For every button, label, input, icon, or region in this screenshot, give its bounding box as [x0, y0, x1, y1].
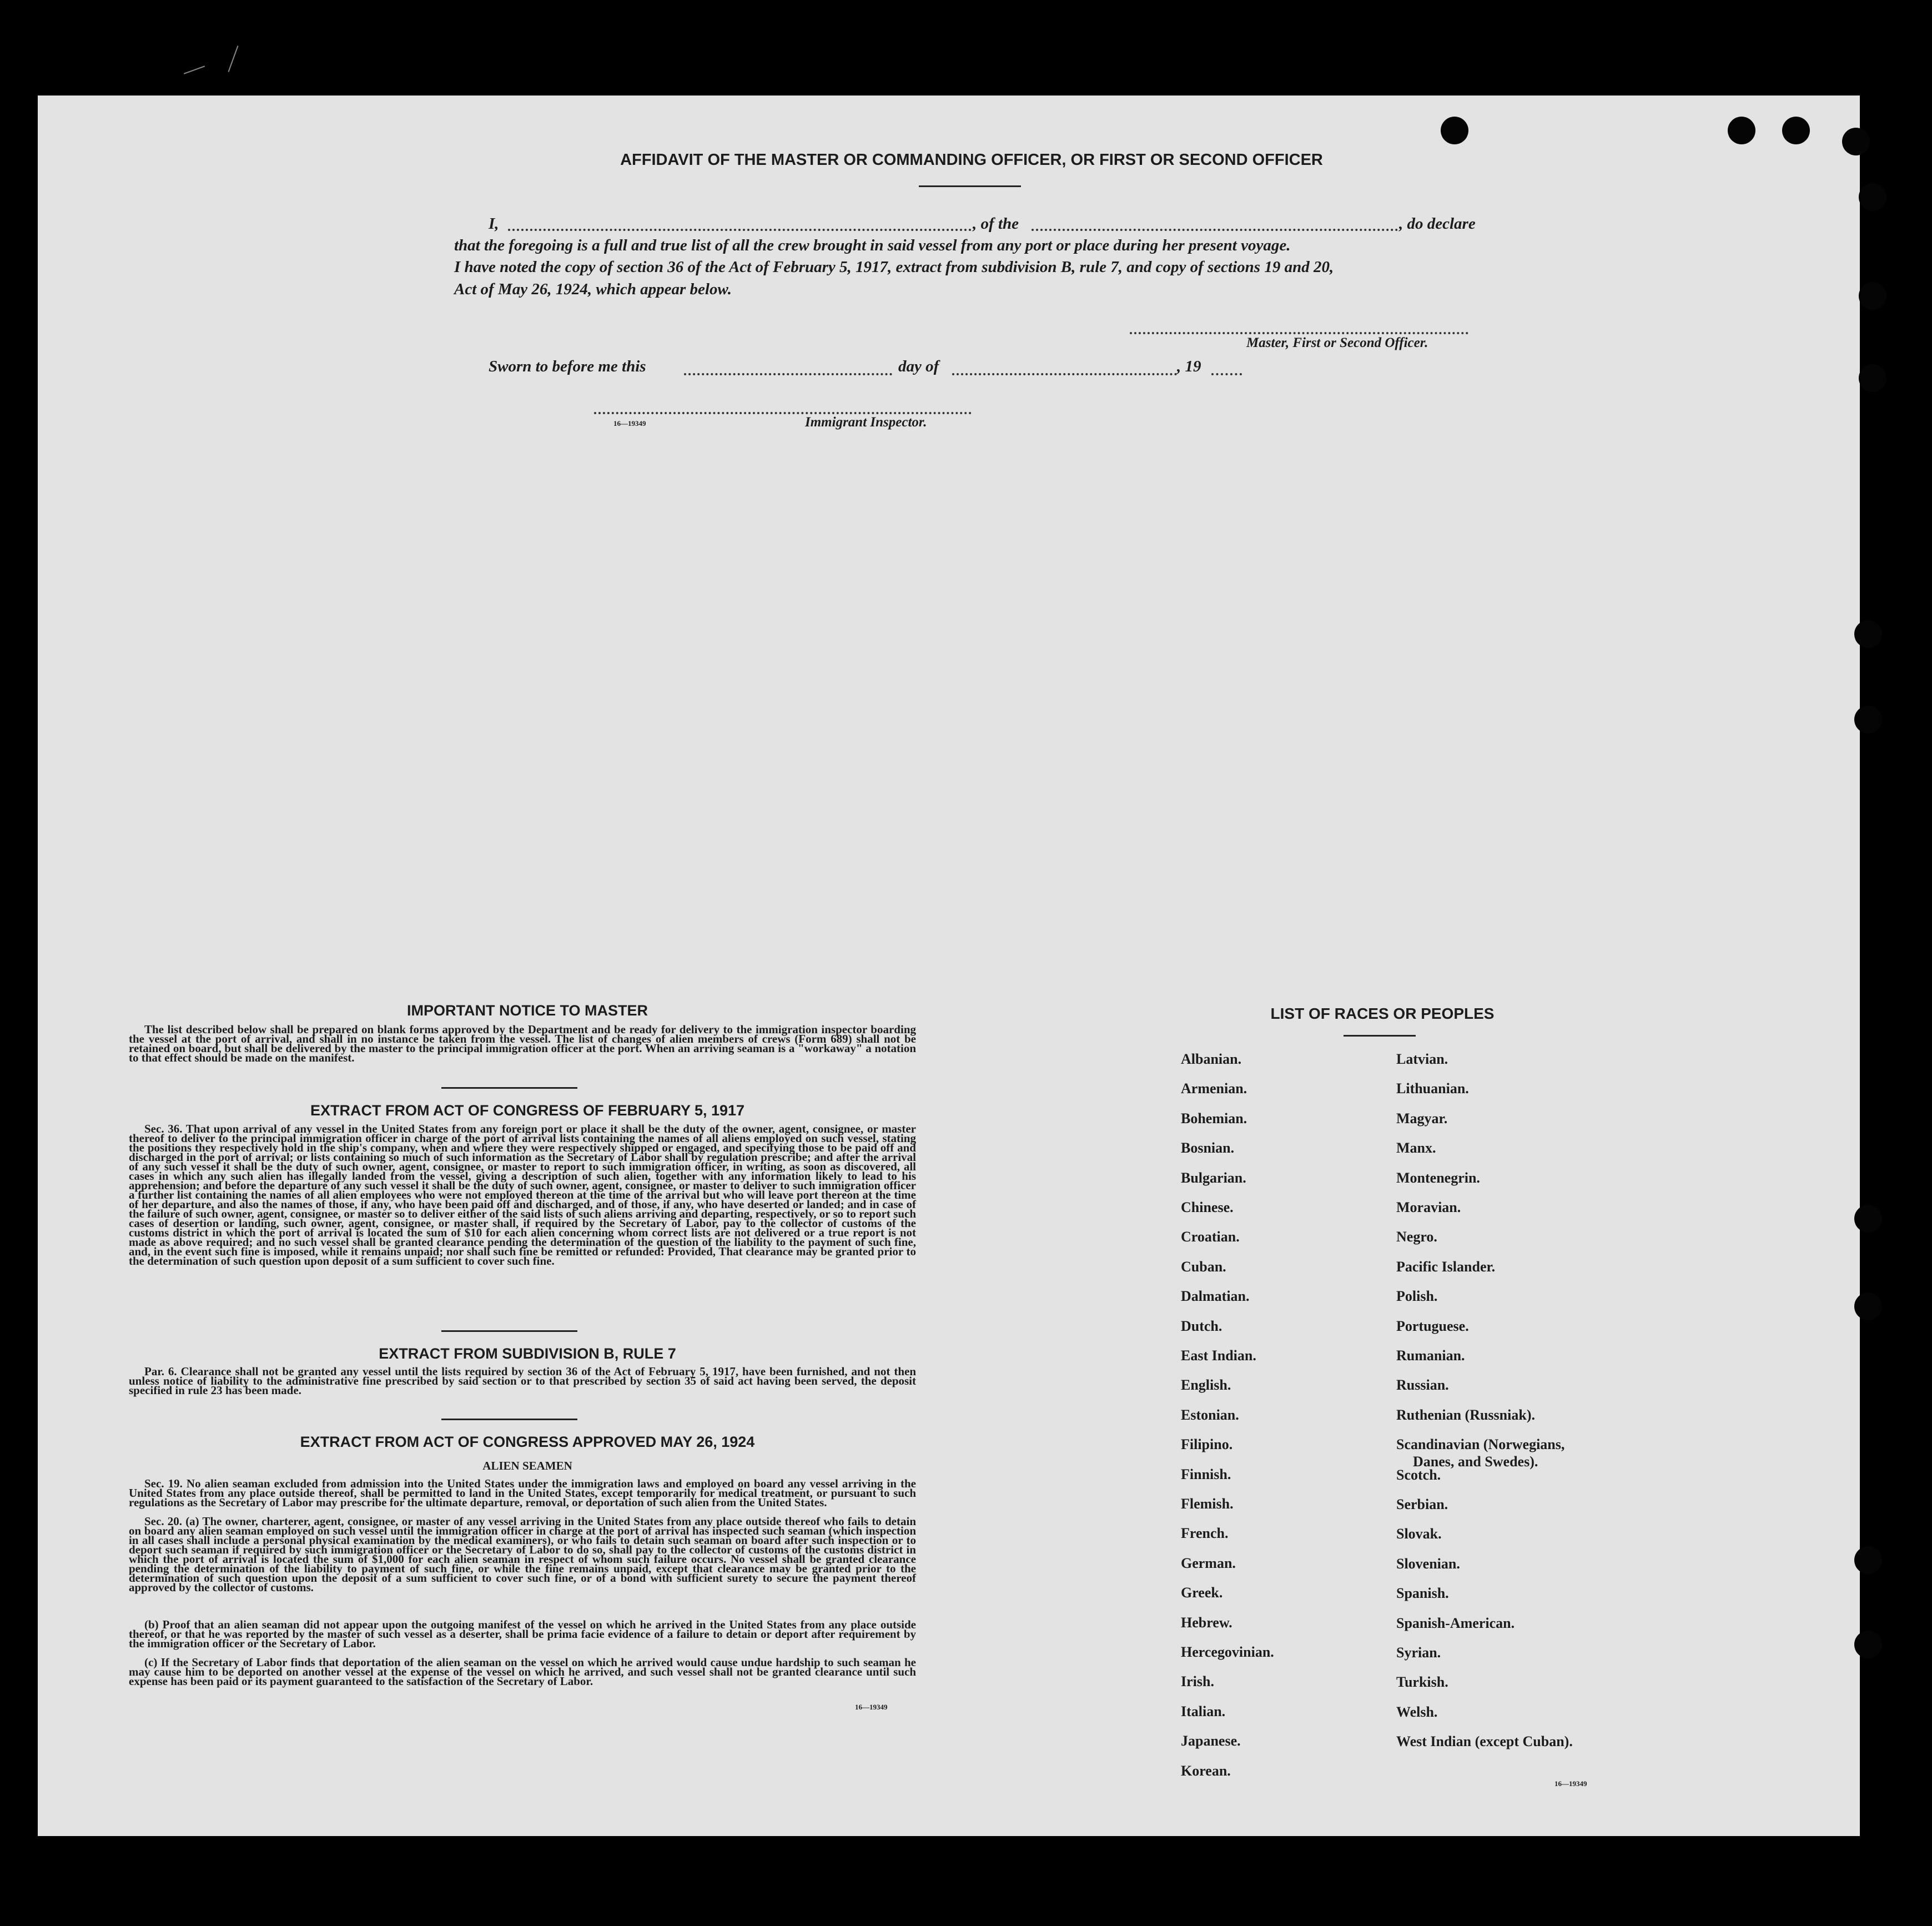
affiant-name-field[interactable]	[508, 229, 972, 231]
inspector-signature-line[interactable]	[594, 412, 972, 414]
race-item: Negro.	[1396, 1229, 1437, 1245]
binder-hole	[1859, 364, 1886, 392]
race-item: Syrian.	[1396, 1645, 1441, 1661]
binder-hole	[1854, 1631, 1882, 1658]
vessel-name-field[interactable]	[1032, 229, 1398, 231]
binder-hole	[1859, 282, 1886, 310]
race-item: Japanese.	[1181, 1733, 1241, 1749]
race-item: Slovak.	[1396, 1526, 1442, 1542]
extract-1924-sec20c: (c) If the Secretary of Labor finds that deportation of the alien seaman on the vessel on which he arrived would cause undue hardship to such seaman he may cause him to be deported on another vessel at the expense of the vessel on which he arrived, and such vessel shall not be granted clearance until such expense has been paid or its payment guaranteed to the satisfaction of the Secretary of Labor.	[129, 1656, 916, 1688]
sworn-year-field[interactable]	[1211, 373, 1242, 375]
section-rule	[441, 1087, 577, 1089]
race-item: Moravian.	[1396, 1199, 1461, 1215]
extract-rule7-text: Par. 6. Clearance shall not be granted any vessel until the lists required by section 36 of the Act of February 5, 1917, have been furnished, and not then unless notice of liability to the administrative fine prescribed by said section or to that prescribed by section 35 of said act having been served, the deposit specified in rule 23 has been made.	[129, 1365, 916, 1397]
races-title-rule	[1344, 1035, 1416, 1037]
race-item: Hercegovinian.	[1181, 1644, 1274, 1660]
race-item: Irish.	[1181, 1673, 1214, 1690]
race-item: Italian.	[1181, 1703, 1226, 1719]
binder-hole	[1854, 1205, 1882, 1233]
race-item: Turkish.	[1396, 1674, 1448, 1691]
race-item: Dutch.	[1181, 1317, 1222, 1334]
notice-title: IMPORTANT NOTICE TO MASTER	[407, 1002, 648, 1019]
race-item: Latvian.	[1396, 1051, 1448, 1067]
of-the-label: , of the	[973, 215, 1019, 233]
sworn-label: Sworn to before me this	[489, 358, 646, 375]
scan-mark	[228, 46, 239, 72]
binder-hole	[1782, 117, 1810, 144]
form-number: 16—19349	[855, 1703, 888, 1711]
race-item: East Indian.	[1181, 1347, 1256, 1364]
section-rule	[441, 1419, 577, 1420]
extract-1924-title: EXTRACT FROM ACT OF CONGRESS APPROVED MAY 26, 1924	[300, 1434, 755, 1450]
affiant-label: I,	[489, 215, 499, 233]
inspector-signature-label: Immigrant Inspector.	[805, 415, 927, 430]
race-item: West Indian (except Cuban).	[1396, 1733, 1573, 1750]
extract-1917-text: Sec. 36. That upon arrival of any vessel in the United States from any foreign port or place it shall be the duty of the owner, agent, consignee, or master thereof to deliver to the principal immigration officer in charge of the port of arrival lists containing the names of all aliens employed on such vessel, stating the positions they respectively hold in the ship's company, when and where they were respectively shipped or engaged, and specifying those to be paid off and discharged in the port of arrival; or lists containing so much of such information as the Secretary of Labor shall by regulation prescribe; and after the arrival of any such vessel it shall be the duty of such owner, agent, consignee, or master to report to such immigration officer, in writing, as soon as discovered, all cases in which any such alien has illegally landed from the vessel, giving a description of such alien, together with any information likely to lead to his apprehension; and before the departure of any such vessel it shall be the duty of such owner, agent, consignee, or master to deliver to such immigration officer a further list containing the names of all alien employees who were not employed thereon at the time of the arrival but who will leave port thereon at the time of her departure, and also the names of those, if any, who have been paid off and discharged, and of those, if any, who have deserted or landed; and in case of the failure of such owner, agent, consignee, or master so to deliver either of the said lists of such aliens arriving and departing, respectively, or so to report such cases of desertion or landing, such owner, agent, consignee, or master shall, if required by the Secretary of Labor, pay to the collector of customs of the customs district in which the port of arrival is located the sum of $10 for each alien concerning whom correct lists are not delivered or a true report is not made as above required; and no such vessel shall be granted clearance pending the determination of the question of the liability to the payment of such fine, and, in the event such fine is imposed, while it remains unpaid; nor shall such fine be remitted or refunded: Provided, That clearance may be granted prior to the determination of such question upon deposit of a sum sufficient to cover such fine.	[129, 1122, 916, 1268]
race-item: English.	[1181, 1377, 1231, 1394]
binder-hole	[1854, 706, 1882, 733]
race-item: Finnish.	[1181, 1466, 1231, 1482]
form-number: 16—19349	[613, 419, 646, 428]
master-signature-line[interactable]	[1130, 332, 1468, 334]
race-item: Polish.	[1396, 1288, 1438, 1305]
race-item: Croatian.	[1181, 1229, 1240, 1245]
race-item: Scandinavian (Norwegians,	[1396, 1436, 1565, 1453]
race-item: Hebrew.	[1181, 1614, 1232, 1631]
race-item: Rumanian.	[1396, 1347, 1465, 1364]
race-item: Manx.	[1396, 1140, 1436, 1156]
race-item: German.	[1181, 1555, 1236, 1571]
race-item: Bosnian.	[1181, 1140, 1235, 1156]
extract-1924-sec20a: Sec. 20. (a) The owner, charterer, agent, consignee, or master of any vessel arriving in the United States from any place outside thereof who fails to detain on board any alien seaman employed on such vessel until the immigration officer in charge at the port of arrival has inspected such seaman (which inspection in all cases shall include a personal physical examination by the medical examiners), or who fails to detain such seaman on board after such inspection or to deport such seaman if required by such immigration officer or the Secretary of Labor to do so, shall pay to the collector of customs of the customs district in which the port of arrival is located the sum of $1,000 for each alien seaman in respect of whom such failure occurs. No vessel shall be granted clearance pending the determination of the liability to payment of such fine, or while the fine remains unpaid, except that clearance may be granted prior to the determination of such question upon the deposit of a sum sufficient to cover such fine, or of a bond with sufficient surety to secure the payment thereof approved by the collector of customs.	[129, 1515, 916, 1594]
race-item: Filipino.	[1181, 1436, 1233, 1453]
extract-1917-title: EXTRACT FROM ACT OF CONGRESS OF FEBRUARY 5, 1917	[310, 1102, 745, 1119]
year-label: , 19	[1177, 358, 1201, 375]
race-item: Greek.	[1181, 1585, 1223, 1601]
form-number: 16—19349	[1554, 1779, 1587, 1788]
race-item: Welsh.	[1396, 1703, 1438, 1720]
binder-hole	[1728, 117, 1755, 144]
race-item: Bulgarian.	[1181, 1169, 1246, 1186]
race-item: Korean.	[1181, 1762, 1231, 1779]
binder-hole	[1441, 117, 1468, 144]
race-item: Pacific Islander.	[1396, 1258, 1496, 1275]
race-item: Cuban.	[1181, 1258, 1226, 1275]
extract-1924-sec19: Sec. 19. No alien seaman excluded from admission into the United States under the immigration laws and employed on board any vessel arriving in the United States from any place outside thereof, shall be permitted to land in the United States, except temporarily for medical treatment, or pursuant to such regulations as the Secretary of Labor may prescribe for the ultimate departure, removal, or deportation of such alien from the United States.	[129, 1477, 916, 1509]
race-item: Dalmatian.	[1181, 1288, 1250, 1305]
race-item: Scotch.	[1396, 1466, 1441, 1483]
race-item: Magyar.	[1396, 1110, 1448, 1127]
races-title: LIST OF RACES OR PEOPLES	[1270, 1005, 1495, 1022]
race-item: Spanish.	[1396, 1585, 1449, 1602]
master-signature-label: Master, First or Second Officer.	[1246, 335, 1428, 350]
section-rule	[441, 1330, 577, 1332]
day-of-label: day of	[898, 358, 939, 375]
extract-1924-sec20b: (b) Proof that an alien seaman did not appear upon the outgoing manifest of the vessel on which he arrived in the United States from any place outside thereof, or that he was reported by the master of such vessel as a deserter, shall be prima facie evidence of a failure to detain or deport after requirement by the immigration officer or the Secretary of Labor.	[129, 1618, 916, 1650]
affidavit-line2: I have noted the copy of section 36 of the Act of February 5, 1917, extract from subdivision B, rule 7, and copy of sections 19 and 20,	[454, 258, 1334, 276]
affidavit-line1: that the foregoing is a full and true list of all the crew brought in said vessel from any port or place during her present voyage.	[454, 237, 1291, 254]
sworn-day-field[interactable]	[684, 373, 892, 375]
binder-hole	[1854, 1546, 1882, 1574]
race-item: Bohemian.	[1181, 1110, 1247, 1127]
race-item: Russian.	[1396, 1377, 1449, 1394]
binder-hole	[1854, 620, 1882, 648]
scan-mark	[184, 66, 205, 74]
race-item: Ruthenian (Russniak).	[1396, 1406, 1535, 1423]
race-item: Danes, and Swedes).	[1413, 1454, 1538, 1470]
race-item: French.	[1181, 1525, 1229, 1542]
sworn-month-field[interactable]	[952, 373, 1177, 375]
race-item: Slovenian.	[1396, 1555, 1460, 1572]
binder-hole	[1854, 1293, 1882, 1320]
race-item: Lithuanian.	[1396, 1080, 1469, 1097]
race-item: Flemish.	[1181, 1496, 1234, 1512]
affidavit-title: AFFIDAVIT OF THE MASTER OR COMMANDING OFFICER, OR FIRST OR SECOND OFFICER	[620, 151, 1323, 169]
do-declare-label: , do declare	[1399, 215, 1476, 233]
race-item: Montenegrin.	[1396, 1169, 1480, 1186]
race-item: Portuguese.	[1396, 1317, 1469, 1334]
race-item: Armenian.	[1181, 1080, 1247, 1097]
race-item: Spanish-American.	[1396, 1615, 1515, 1631]
race-item: Serbian.	[1396, 1496, 1448, 1512]
alien-seamen-subtitle: ALIEN SEAMEN	[482, 1459, 572, 1472]
notice-text: The list described below shall be prepared on blank forms approved by the Department and be ready for delivery to the immigration inspector boarding the vessel at the port of arrival, and shall in no instance be taken from the vessel. The list of changes of alien members of crews (Form 689) shall not be retained on board, but shall be delivered by the master to the principal immigration officer at the port. When an arriving seaman is a "workaway" a notation to that effect should be made on the manifest.	[129, 1023, 916, 1064]
race-item: Estonian.	[1181, 1406, 1239, 1423]
race-item: Albanian.	[1181, 1051, 1242, 1067]
race-item: Chinese.	[1181, 1199, 1234, 1215]
title-rule	[919, 185, 1021, 187]
affidavit-line3: Act of May 26, 1924, which appear below.	[454, 280, 732, 298]
extract-rule7-title: EXTRACT FROM SUBDIVISION B, RULE 7	[379, 1345, 676, 1362]
binder-hole	[1859, 183, 1886, 211]
